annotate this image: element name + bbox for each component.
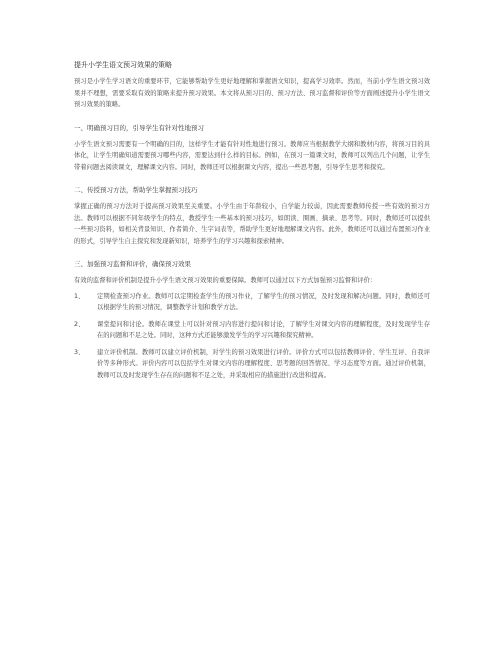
numbered-list (74, 291, 430, 382)
document-page (74, 60, 430, 386)
section-supervision (74, 259, 430, 381)
list-item (74, 319, 430, 342)
document-title: 提升小学生语文预习效果的策略 (74, 61, 172, 69)
section-heading: 二、传授预习方法，帮助学生掌握预习技巧 (74, 186, 198, 194)
list-number: 1、 (74, 292, 85, 300)
list-number: 3、 (74, 348, 85, 356)
list-text: 课堂提问和讨论。教师在课堂上可以针对预习内容进行提问和讨论，了解学生对课文内容的理解程度，及时发现学生存在的问题和不足之处。同时，这种方式还能够激发学生的学习兴趣和探究精神。 (97, 320, 430, 339)
section-heading: 三、加强预习监督和评价，确保预习效果 (74, 260, 191, 268)
list-text: 定期检查预习作业。教师可以定期检查学生的预习作业，了解学生的预习情况，及时发现和解决问题。同时，教师还可以根据学生的预习情况，调整教学计划和教学方法。 (97, 292, 430, 311)
section-purpose (74, 123, 430, 174)
section-heading: 一、明确预习目的，引导学生有针对性地预习 (74, 123, 204, 132)
list-item (74, 291, 430, 314)
section-paragraph: 小学生语文预习需要有一个明确的目的，这样学生才能有针对性地进行预习。教师应当根据教学大纲和教材内容，将预习目的具体化，让学生明确知道需要预习哪些内容，需要达到什么样的目标。例如，在预习一篇课文时，教师可以列出几个问题，让学生带着问题去阅读课文，理解课文内容。同时，教师还可以根据课文内容，提出一些思考题，引导学生思考和探究。 (74, 140, 430, 171)
section-paragraph: 有效的监督和评价机制是提升小学生语文预习效果的重要保障。教师可以通过以下方式加强预习监督和评价： (74, 277, 377, 284)
list-item (74, 347, 430, 382)
section-paragraph: 掌握正确的预习方法对于提高预习效果至关重要。小学生由于年龄较小，自学能力较弱，因此需要教师传授一些有效的预习方法。教师可以根据不同年级学生的特点，教授学生一些基本的预习技巧，如朗读、圈画、摘录、思考等。同时，教师还可以提供一些预习资料，如相关背景知识、作者简介、生字词表等，帮助学生更好地理解课文内容。此外，教师还可以通过布置预习作业的形式，引导学生自主探究和发现新知识，培养学生的学习兴趣和探索精神。 (74, 203, 430, 245)
section-method (74, 185, 430, 247)
list-number: 2、 (74, 320, 85, 328)
intro-paragraph: 预习是小学生学习语文的重要环节，它能够帮助学生更好地理解和掌握语文知识，提高学习效率。然而，当前小学生语文预习效果并不理想，需要采取有效的策略来提升预习效果。本文将从预习目的、预习方法、预习监督和评价等方面阐述提升小学生语文预习效果的策略。 (74, 78, 430, 108)
list-text: 建立评价机制。教师可以建立评价机制，对学生的预习效果进行评价。评价方式可以包括教师评价、学生互评、自我评价等多种形式。评价内容可以包括学生对课文内容的理解程度、思考题的回答情况、学习态度等方面。通过评价机制，教师可以及时发现学生存在的问题和不足之处，并采取相应的措施进行改进和提高。 (97, 348, 430, 379)
